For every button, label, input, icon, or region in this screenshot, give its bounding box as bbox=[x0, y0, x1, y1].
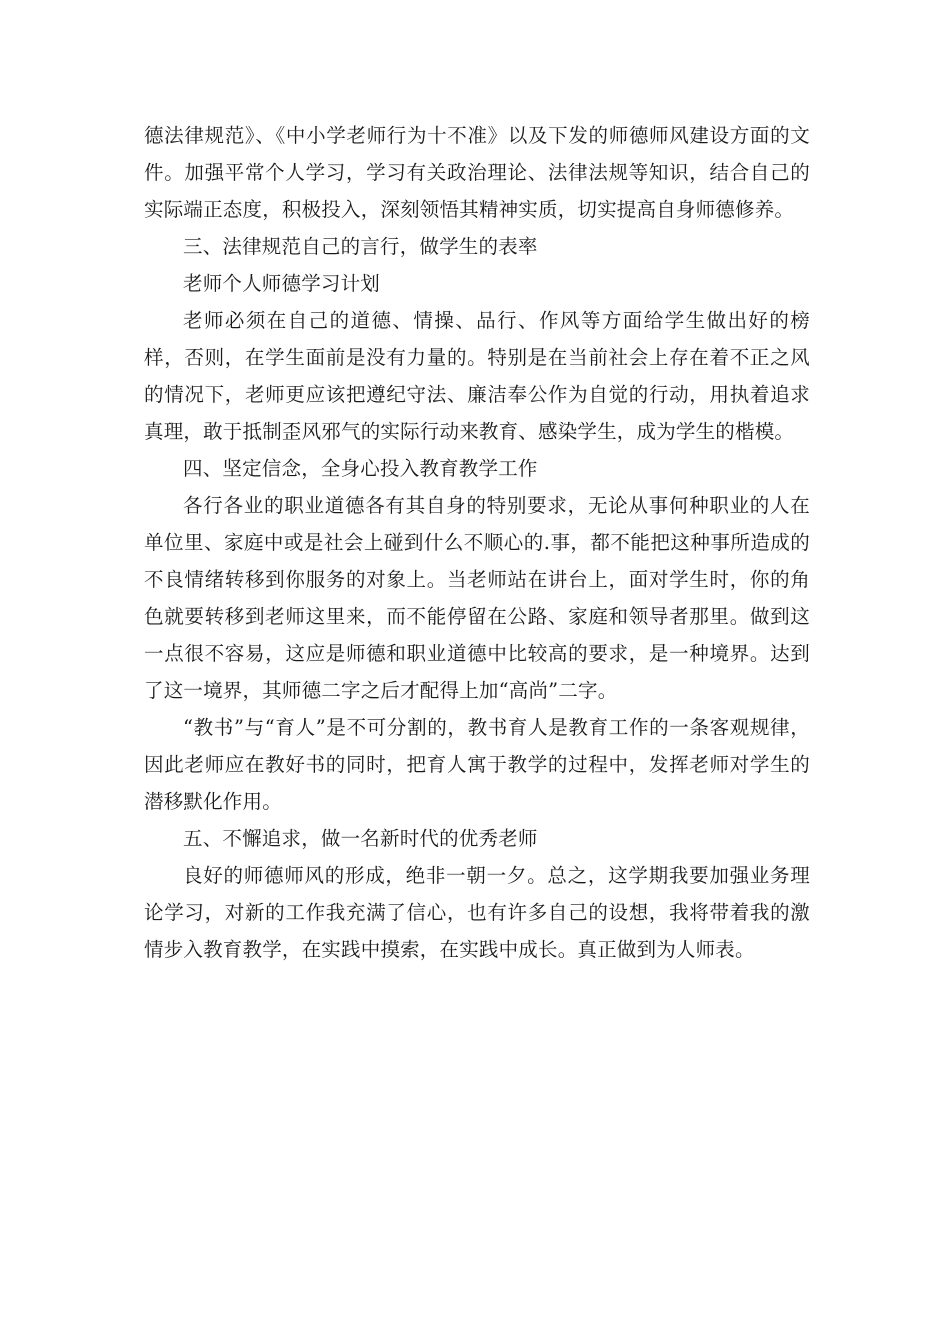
paragraph-continued: 德法律规范》、《中小学老师行为十不准》以及下发的师德师风建设方面的文件。加强平常个人学习，学习有关政治理论、法律法规等知识，结合自己的实际端正态度，积极投入，深刻领悟其精神实质，切实提高自身师德修养。 bbox=[144, 124, 810, 221]
paragraph-professional-ethics: 各行各业的职业道德各有其自身的特别要求，无论从事何种职业的人在单位里、家庭中或是社会上碰到什么不顺心的.事，都不能把这种事所造成的不良情绪转移到你服务的对象上。当老师站在讲台上，面对学生时，你的角色就要转移到老师这里来，而不能停留在公路、家庭和领导者那里。做到这一点很不容易，这应是师德和职业道德中比较高的要求，是一种境界。达到了这一境界，其师德二字之后才配得上加“高尚”二字。 bbox=[144, 494, 810, 702]
paragraph-teaching-educating: “教书”与“育人”是不可分割的，教书育人是教育工作的一条客观规律，因此老师应在教好书的同时，把育人寓于教学的过程中，发挥老师对学生的潜移默化作用。 bbox=[144, 716, 810, 813]
section-heading-5: 五、不懈追求，做一名新时代的优秀老师 bbox=[183, 827, 538, 850]
paragraph-role-model: 老师必须在自己的道德、情操、品行、作风等方面给学生做出好的榜样，否则，在学生面前是没有力量的。特别是在当前社会上存在着不正之风的情况下，老师更应该把遵纪守法、廉洁奉公作为自觉的行动，用执着追求真理，敢于抵制歪风邪气的实际行动来教育、感染学生，成为学生的楷模。 bbox=[144, 309, 810, 443]
paragraph-conclusion: 良好的师德师风的形成，绝非一朝一夕。总之，这学期我要加强业务理论学习，对新的工作我充满了信心，也有许多自己的设想，我将带着我的激情步入教育教学，在实践中摸索，在实践中成长。真正做到为人师表。 bbox=[144, 864, 810, 961]
section-heading-3: 三、法律规范自己的言行，做学生的表率 bbox=[183, 235, 538, 258]
document-body bbox=[144, 117, 810, 968]
section-heading-4: 四、坚定信念，全身心投入教育教学工作 bbox=[183, 457, 538, 480]
document-title-line: 老师个人师德学习计划 bbox=[183, 272, 381, 295]
